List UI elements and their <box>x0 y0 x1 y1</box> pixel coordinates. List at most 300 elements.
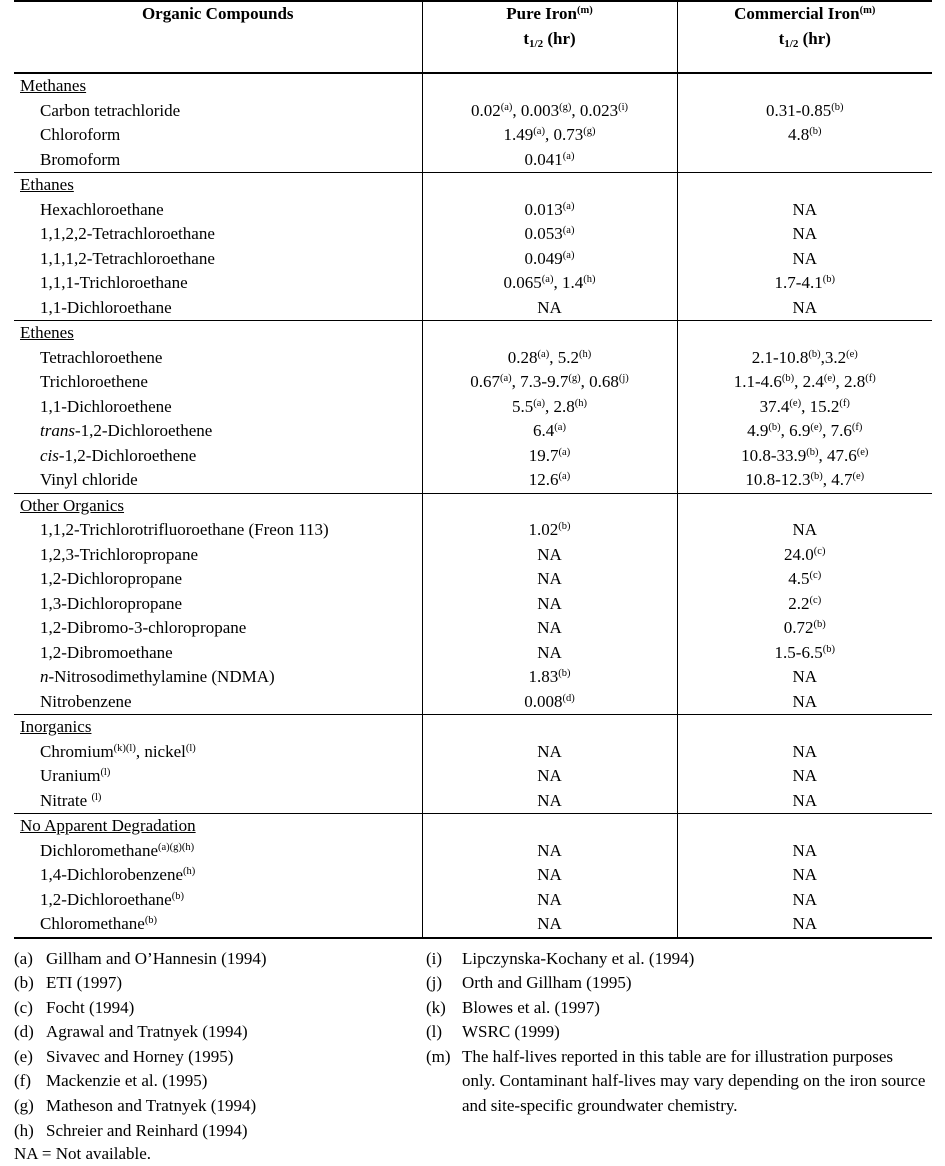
commercial-iron-value: NA <box>792 865 818 884</box>
footnote-mark: (l) <box>426 1022 443 1042</box>
compound-name <box>14 567 422 592</box>
footnote-mark: (d) <box>14 1022 34 1042</box>
empty-cell <box>677 715 932 740</box>
pure-iron-value: NA <box>537 642 562 662</box>
group-header-row <box>14 715 932 740</box>
compound-text: 1,2,3-Trichloropropane <box>40 544 199 564</box>
commercial-iron-half-life <box>677 395 932 420</box>
pure-iron-value: 0.049 <box>524 248 563 268</box>
group-title: Ethanes <box>14 173 422 198</box>
commercial-iron-half-life <box>677 543 932 568</box>
footnotes-right-column <box>426 947 926 1144</box>
compound-value: , nickel <box>135 741 186 761</box>
commercial-iron-value: 1.7-4.1 <box>774 273 823 292</box>
document-page <box>14 0 932 1166</box>
reference-note: (a)(g)(h) <box>158 841 195 853</box>
footnote-text: Agrawal and Tratnyek (1994) <box>46 1022 248 1042</box>
commercial-iron-half-life <box>677 665 932 690</box>
pure-iron-value: 19.7 <box>528 445 559 465</box>
commercial-iron-value: , 6.9 <box>780 421 811 440</box>
compound-name <box>14 764 422 789</box>
compound-value: Dichloromethane <box>40 840 159 860</box>
footnote-text: ETI (1997) <box>46 973 123 993</box>
reference-note: (b) <box>831 101 844 113</box>
group-header-row <box>14 493 932 518</box>
footnote-text: Mackenzie et al. (1995) <box>46 1071 208 1091</box>
commercial-iron-value: 10.8-12.3 <box>745 470 811 489</box>
pure-iron-half-life <box>422 665 677 690</box>
commercial-iron-value: , 15.2 <box>801 396 840 416</box>
commercial-iron-value: , 7.6 <box>822 421 852 440</box>
compound-value: Uranium <box>40 766 101 785</box>
table-row <box>14 641 932 666</box>
pure-iron-value: 0.02 <box>470 100 501 120</box>
pure-iron-value: , 0.003 <box>512 100 560 120</box>
compound-prefix: n <box>40 667 49 686</box>
compound-name <box>14 296 422 321</box>
commercial-iron-value: 4.9 <box>747 421 769 440</box>
commercial-iron-value: NA <box>792 667 818 686</box>
header-commercial-iron: Commercial Iron$^{(m)}$ $t_{1/2}$ (hr) <box>677 1 932 73</box>
compound-value: Chloromethane <box>40 914 145 933</box>
pure-iron-half-life <box>422 789 677 814</box>
commercial-iron-value: , 4.7 <box>822 470 853 489</box>
compound-name <box>14 616 422 641</box>
compound-prefix: trans <box>40 421 75 440</box>
reference-note: (a) <box>533 126 545 137</box>
commercial-iron-value: NA <box>792 691 818 711</box>
commercial-iron-half-life <box>677 839 932 864</box>
reference-note: (a) <box>554 422 566 433</box>
commercial-iron-value: 4.8 <box>788 125 810 144</box>
reference-note: (g) <box>559 101 572 113</box>
commercial-iron-half-life <box>677 247 932 272</box>
table-row <box>14 518 932 543</box>
empty-cell <box>677 173 932 198</box>
pure-iron-half-life <box>422 296 677 321</box>
table-row <box>14 690 932 715</box>
commercial-iron-half-life <box>677 370 932 395</box>
footnote-text: Matheson and Tratnyek (1994) <box>46 1096 257 1116</box>
table-row <box>14 789 932 814</box>
table-row <box>14 370 932 395</box>
pure-iron-value: 12.6 <box>528 470 559 489</box>
footnote-item <box>14 971 426 996</box>
commercial-iron-value: 1.5-6.5 <box>774 642 823 662</box>
footnote-item <box>426 996 926 1021</box>
pure-iron-half-life <box>422 148 677 173</box>
group-title: Other Organics <box>14 493 422 518</box>
compound-text: 1,1-Dichloroethene <box>40 396 172 416</box>
commercial-iron-half-life <box>677 271 932 296</box>
compound-name <box>14 247 422 272</box>
pure-iron-value: NA <box>537 297 562 317</box>
table-row <box>14 912 932 938</box>
reference-note: (h) <box>578 348 592 360</box>
reference-note: (l) <box>100 767 111 778</box>
compound-name <box>14 665 422 690</box>
commercial-iron-half-life <box>677 888 932 913</box>
reference-note: (h) <box>583 274 596 285</box>
reference-note: (k)(l) <box>113 742 136 754</box>
table-row <box>14 296 932 321</box>
pure-iron-half-life <box>422 419 677 444</box>
reference-note: (c) <box>809 570 822 581</box>
commercial-iron-value: 2.1-10.8 <box>751 347 809 367</box>
reference-note: (c) <box>809 594 822 606</box>
empty-cell <box>422 73 677 99</box>
reference-note: (f) <box>865 373 876 384</box>
commercial-iron-value: 24.0 <box>784 544 814 564</box>
footnote-item <box>426 971 926 996</box>
compound-text: 1,1,1-Trichloroethane <box>40 273 188 292</box>
table-row <box>14 395 932 420</box>
table-row <box>14 468 932 493</box>
commercial-iron-value: NA <box>792 766 818 785</box>
empty-cell <box>422 814 677 839</box>
pure-iron-value: , 7.3-9.7 <box>511 372 569 391</box>
pure-iron-value: NA <box>537 741 562 761</box>
reference-note: (e) <box>846 348 858 360</box>
compound-name <box>14 888 422 913</box>
compound-text: Tetrachloroethene <box>40 347 163 367</box>
commercial-iron-value: NA <box>792 741 818 761</box>
reference-note: (h) <box>574 397 587 409</box>
pure-iron-value: 0.041 <box>524 149 563 169</box>
reference-note: (l) <box>91 791 102 803</box>
na-note: NA = Not available. <box>14 1144 152 1164</box>
half-life-table <box>14 0 932 939</box>
compound-text: 1,2-Dibromoethane <box>40 642 173 662</box>
commercial-iron-value: 4.5 <box>788 569 810 588</box>
compound-value: 1,4-Dichlorobenzene <box>40 865 184 884</box>
footnote-item <box>14 947 426 972</box>
reference-note: (b) <box>808 348 821 360</box>
empty-cell <box>677 73 932 99</box>
compound-name <box>14 839 422 864</box>
compound-value: Nitrate <box>40 790 92 810</box>
empty-cell <box>422 493 677 518</box>
compound-text: -1,2-Dichloroethene <box>74 421 213 440</box>
pure-iron-half-life <box>422 247 677 272</box>
group-title: Methanes <box>14 73 422 99</box>
reference-note: (e) <box>823 373 836 384</box>
pure-iron-half-life <box>422 764 677 789</box>
commercial-iron-value: NA <box>792 889 818 909</box>
compound-name <box>14 198 422 223</box>
footnotes-left-column <box>14 947 426 1144</box>
header-organic-compounds: Organic Compounds <box>14 1 422 73</box>
table-row <box>14 222 932 247</box>
compound-prefix: cis <box>40 445 59 465</box>
commercial-iron-half-life <box>677 690 932 715</box>
pure-iron-value: NA <box>537 569 562 588</box>
reference-note: (f) <box>839 397 850 409</box>
pure-iron-half-life <box>422 370 677 395</box>
table-row <box>14 592 932 617</box>
pure-iron-half-life <box>422 444 677 469</box>
commercial-iron-value: NA <box>792 840 818 860</box>
table-header-row <box>14 1 932 73</box>
footnote-text: Schreier and Reinhard (1994) <box>46 1120 248 1140</box>
pure-iron-value: NA <box>537 593 562 613</box>
compound-name <box>14 789 422 814</box>
commercial-iron-value: 0.31-0.85 <box>766 100 832 120</box>
compound-name <box>14 148 422 173</box>
pure-iron-half-life <box>422 641 677 666</box>
group-header-row <box>14 321 932 346</box>
pure-iron-value: NA <box>537 790 562 810</box>
group-title: Ethenes <box>14 321 422 346</box>
compound-text: 1,2-Dibromo-3-chloropropane <box>40 618 247 637</box>
pure-iron-half-life <box>422 222 677 247</box>
table-row <box>14 567 932 592</box>
table-row <box>14 346 932 371</box>
compound-name <box>14 99 422 124</box>
commercial-iron-half-life <box>677 518 932 543</box>
compound-text: 1,1,2-Trichlorotrifluoroethane (Freon 113) <box>40 520 329 539</box>
table-body <box>14 73 932 938</box>
commercial-iron-half-life <box>677 123 932 148</box>
reference-note: (b) <box>813 619 826 630</box>
footnote-text: Orth and Gillham (1995) <box>462 973 632 993</box>
reference-note: (b) <box>810 471 823 482</box>
commercial-iron-half-life <box>677 222 932 247</box>
empty-cell <box>422 715 677 740</box>
reference-note: (a) <box>537 348 550 360</box>
commercial-iron-half-life <box>677 296 932 321</box>
compound-name <box>14 222 422 247</box>
reference-note: (a) <box>562 150 575 162</box>
commercial-iron-value: , 47.6 <box>818 445 857 465</box>
pure-iron-half-life <box>422 592 677 617</box>
footnote-mark: (c) <box>14 997 33 1017</box>
empty-cell <box>677 493 932 518</box>
pure-iron-value: NA <box>537 914 562 933</box>
reference-note: (f) <box>851 422 863 433</box>
footnote-mark: (b) <box>14 973 34 993</box>
footnote-mark: (k) <box>426 997 446 1017</box>
pure-iron-value: 0.008 <box>524 691 563 711</box>
pure-iron-value: , 0.023 <box>571 100 619 120</box>
compound-name <box>14 592 422 617</box>
compound-name <box>14 419 422 444</box>
footnote-item <box>426 947 926 972</box>
commercial-iron-half-life <box>677 616 932 641</box>
compound-text: Trichloroethene <box>40 372 148 391</box>
reference-note: (j) <box>618 373 629 384</box>
compound-name <box>14 271 422 296</box>
compound-name <box>14 641 422 666</box>
reference-note: (a) <box>562 200 575 212</box>
reference-note: (b) <box>822 643 835 655</box>
commercial-iron-half-life <box>677 444 932 469</box>
footnote-text: Sivavec and Horney (1995) <box>46 1046 234 1066</box>
pure-iron-half-life <box>422 567 677 592</box>
reference-note: (h) <box>183 866 196 877</box>
commercial-iron-half-life <box>677 764 932 789</box>
pure-iron-half-life <box>422 740 677 765</box>
reference-note: (b) <box>768 422 781 433</box>
footnote-text: Lipczynska-Kochany et al. (1994) <box>462 948 695 968</box>
table-row <box>14 888 932 913</box>
table-row <box>14 123 932 148</box>
footnote-mark: (e) <box>14 1046 33 1066</box>
compound-text: Bromoform <box>40 149 121 169</box>
pure-iron-half-life <box>422 888 677 913</box>
table-row <box>14 543 932 568</box>
compound-text: Vinyl chloride <box>40 470 138 489</box>
footnote-item <box>14 996 426 1021</box>
commercial-iron-half-life <box>677 567 932 592</box>
commercial-iron-value: NA <box>792 297 818 317</box>
compound-text: 1,3-Dichloropropane <box>40 593 183 613</box>
reference-note: (e) <box>789 397 802 409</box>
pure-iron-value: NA <box>537 889 562 909</box>
pure-iron-half-life <box>422 518 677 543</box>
commercial-iron-value: ,3.2 <box>820 347 847 367</box>
footnotes <box>14 947 932 1144</box>
footnote-text: Blowes et al. (1997) <box>462 997 600 1017</box>
compound-value: Chromium <box>40 741 114 761</box>
commercial-iron-half-life <box>677 740 932 765</box>
table-row <box>14 616 932 641</box>
commercial-iron-value: 1.1-4.6 <box>733 372 782 391</box>
footnote-mark: (f) <box>14 1071 31 1091</box>
pure-iron-value: , 0.68 <box>580 372 619 391</box>
reference-note: (b) <box>144 915 158 926</box>
reference-note: (b) <box>781 373 795 384</box>
reference-note: (b) <box>809 126 822 137</box>
compound-name <box>14 346 422 371</box>
table-row <box>14 271 932 296</box>
table-row <box>14 665 932 690</box>
footnote-item <box>14 1020 426 1045</box>
compound-text: 1,1-Dichloroethane <box>40 297 172 317</box>
table-row <box>14 419 932 444</box>
empty-cell <box>677 814 932 839</box>
compound-text: -Nitrosodimethylamine (NDMA) <box>48 667 275 686</box>
empty-cell <box>422 173 677 198</box>
pure-iron-half-life <box>422 123 677 148</box>
reference-note: (b) <box>822 274 835 285</box>
compound-text: Hexachloroethane <box>40 199 164 219</box>
footnote-mark: (a) <box>14 948 33 968</box>
pure-iron-half-life <box>422 99 677 124</box>
pure-iron-half-life <box>422 839 677 864</box>
commercial-iron-half-life <box>677 148 932 173</box>
commercial-iron-value: NA <box>792 520 818 539</box>
compound-name <box>14 543 422 568</box>
reference-note: (b) <box>558 668 571 679</box>
reference-note: (e) <box>856 446 869 458</box>
compound-value: 1,2-Dichloroethane <box>40 889 172 909</box>
pure-iron-value: 0.67 <box>470 372 500 391</box>
header-pure-iron: Pure Iron$^{(m)}$ $t_{1/2}$ (hr) <box>422 1 677 73</box>
compound-name <box>14 370 422 395</box>
footnote-item <box>426 1020 926 1045</box>
commercial-iron-value: NA <box>792 914 818 933</box>
commercial-iron-value: NA <box>792 224 818 243</box>
pure-iron-half-life <box>422 198 677 223</box>
footnote-text: WSRC (1999) <box>462 1022 560 1042</box>
reference-note: (g) <box>583 126 596 137</box>
pure-iron-value: , 5.2 <box>549 347 579 367</box>
pure-iron-half-life <box>422 346 677 371</box>
pure-iron-value: NA <box>537 618 562 637</box>
footnote-item <box>14 1045 426 1070</box>
table-row <box>14 198 932 223</box>
pure-iron-value: , 2.8 <box>544 396 575 416</box>
pure-iron-value: 0.053 <box>524 224 563 243</box>
reference-note: (a) <box>558 471 571 482</box>
footnote-mark: (g) <box>14 1096 34 1116</box>
commercial-iron-half-life <box>677 198 932 223</box>
pure-iron-half-life <box>422 271 677 296</box>
footnote-item <box>14 1069 426 1094</box>
footnote-item <box>14 1119 426 1144</box>
pure-iron-half-life <box>422 616 677 641</box>
compound-name <box>14 863 422 888</box>
reference-note: (i) <box>618 101 629 113</box>
pure-iron-value: 1.83 <box>528 667 559 686</box>
footnote-text: The half-lives reported in this table are for illustration purposes only. Contaminant half-lives may vary depending on the iron source and site-specific groundwater chemistry. <box>462 1046 926 1116</box>
reference-note: (g) <box>568 373 581 384</box>
pure-iron-half-life <box>422 912 677 938</box>
pure-iron-half-life <box>422 863 677 888</box>
reference-note: (b) <box>806 446 819 458</box>
commercial-iron-half-life <box>677 789 932 814</box>
pure-iron-value: 6.4 <box>533 421 555 440</box>
compound-name <box>14 444 422 469</box>
reference-note: (a) <box>562 249 575 261</box>
table-row <box>14 247 932 272</box>
compound-text: -1,2-Dichloroethene <box>58 445 197 465</box>
pure-iron-value: 1.02 <box>528 520 559 539</box>
pure-iron-value: 0.065 <box>503 273 542 292</box>
reference-note: (l) <box>185 742 196 754</box>
commercial-iron-half-life <box>677 863 932 888</box>
empty-cell <box>422 321 677 346</box>
pure-iron-value: , 1.4 <box>553 273 584 292</box>
reference-note: (a) <box>541 274 554 285</box>
reference-note: (a) <box>500 101 513 113</box>
table-row <box>14 444 932 469</box>
commercial-iron-half-life <box>677 419 932 444</box>
pure-iron-value: , 0.73 <box>544 125 584 144</box>
commercial-iron-half-life <box>677 468 932 493</box>
compound-text: 1,1,2,2-Tetrachloroethane <box>40 224 215 243</box>
commercial-iron-half-life <box>677 99 932 124</box>
commercial-iron-value: 37.4 <box>759 396 790 416</box>
footnote-mark: (i) <box>426 948 443 968</box>
footnote-mark: (j) <box>426 973 443 993</box>
reference-note: (a) <box>562 225 575 236</box>
footnote-text: Gillham and O’Hannesin (1994) <box>46 948 267 968</box>
pure-iron-value: 5.5 <box>512 396 534 416</box>
pure-iron-value: NA <box>537 865 562 884</box>
commercial-iron-value: 0.72 <box>783 618 814 637</box>
commercial-iron-value: NA <box>792 248 818 268</box>
reference-note: (b) <box>171 890 184 902</box>
commercial-iron-half-life <box>677 641 932 666</box>
footnote-mark: (h) <box>14 1120 34 1140</box>
reference-note: (b) <box>558 521 571 532</box>
pure-iron-value: 0.28 <box>507 347 538 367</box>
commercial-iron-value: , 2.4 <box>794 372 824 391</box>
compound-name <box>14 395 422 420</box>
empty-cell <box>677 321 932 346</box>
